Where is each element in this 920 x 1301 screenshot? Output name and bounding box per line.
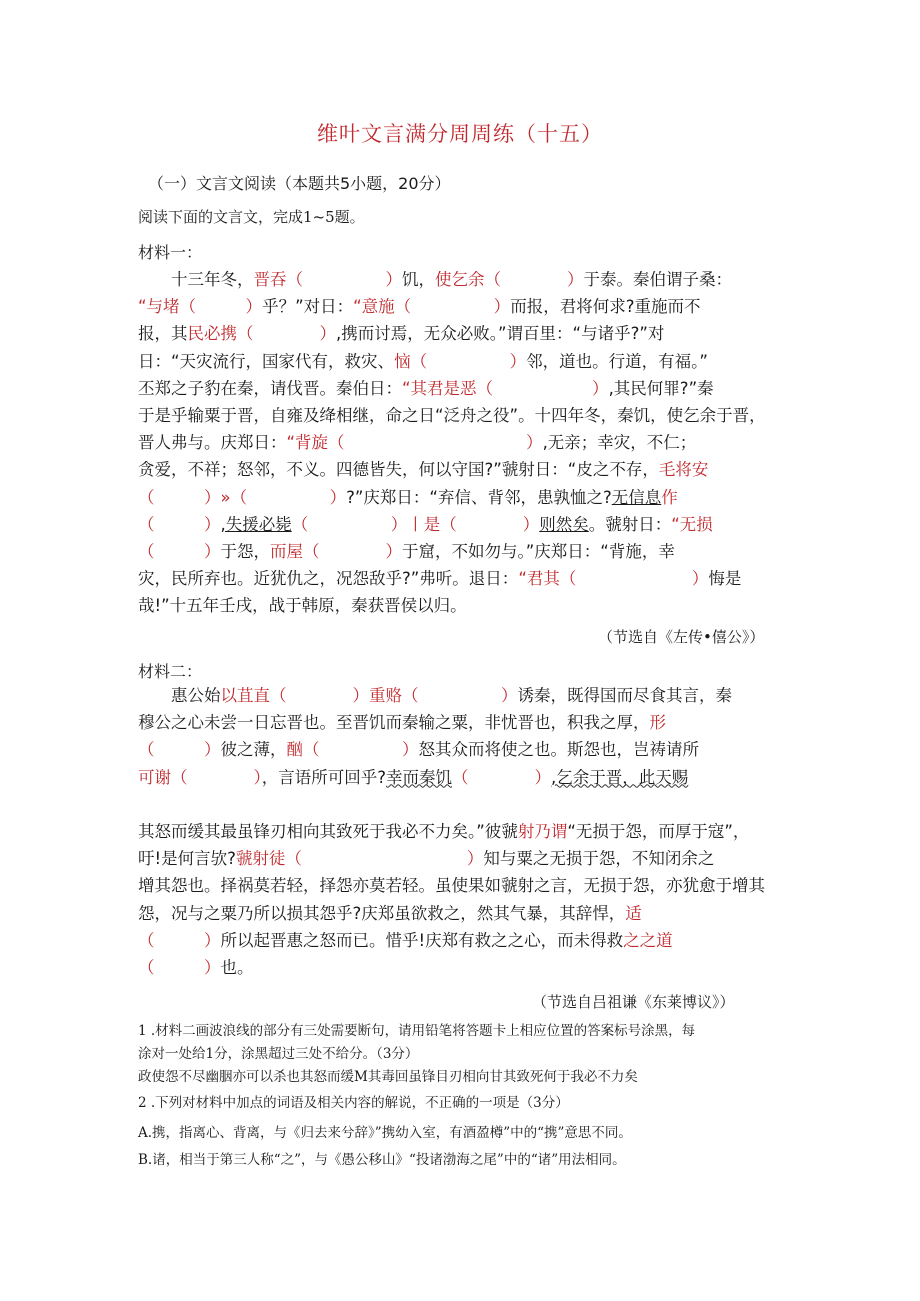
instruction-text: 阅读下面的文言文，完成1~5题。 bbox=[138, 208, 365, 226]
annotation-blank: 以苴直（ ） bbox=[220, 686, 369, 705]
text-segment: 邻，道也。行道，有福。” bbox=[526, 351, 708, 371]
material2-line bbox=[138, 765, 788, 791]
document-title: 维叶文言满分周周练（十五） bbox=[317, 122, 603, 146]
material2-line bbox=[138, 710, 788, 736]
material2-line bbox=[138, 683, 788, 709]
annotation-blank: “与堵（ ） bbox=[138, 297, 263, 317]
text-segment: 穆公之心未尝一日忘晋也。至晋饥而秦输之粟，非忧晋也，积我之厚， bbox=[138, 713, 650, 733]
material2-line bbox=[138, 873, 788, 899]
text-segment: ,乞余于晋，此天赐 bbox=[551, 767, 689, 787]
text-segment: ,失援必毙 bbox=[220, 514, 292, 534]
material2-line bbox=[138, 901, 788, 927]
material1-line bbox=[138, 294, 788, 320]
material2-label: 材料二： bbox=[138, 662, 203, 681]
text-segment: 日：“天灾流行，国家代有，救灾、 bbox=[138, 351, 395, 371]
annotation-blank: （ ） bbox=[138, 958, 221, 977]
text-segment: ，言语所可回乎? bbox=[261, 767, 387, 787]
annotation-blank: “背旋（ ） bbox=[286, 433, 543, 453]
annotation-blank: 可谢（ ） bbox=[138, 767, 262, 787]
text-segment: 。虢射日： bbox=[588, 514, 672, 534]
text-segment: 诱秦，既得国而尽食其言，秦 bbox=[517, 686, 732, 705]
material2-line bbox=[138, 955, 788, 981]
annotation-blank: “无损 bbox=[671, 514, 713, 534]
text-segment: 怒其众而将使之也。斯怨也，岂祷请所 bbox=[418, 740, 699, 760]
annotation-blank: “意施（ ） bbox=[353, 297, 511, 317]
text-segment: 增其怨也。择祸莫若轻，择怨亦莫若轻。虽使果如虢射之言，无损于怨，亦犹愈于增其 bbox=[138, 876, 765, 896]
annotation-blank: 形 bbox=[649, 713, 666, 733]
annotation-blank: （ ） bbox=[452, 767, 552, 787]
annotation-blank: “其君是恶（ ） bbox=[402, 378, 609, 398]
annotation-blank: 丨是（ ） bbox=[407, 514, 540, 534]
text-segment: 吁!是何言欤? bbox=[138, 849, 236, 869]
annotation-blank: 虢射徒（ ） bbox=[235, 849, 484, 869]
material2-line bbox=[138, 792, 788, 818]
material1-line bbox=[138, 457, 788, 483]
text-segment: 知与粟之无损于怨，不知闭余之 bbox=[483, 849, 715, 869]
material1-line bbox=[138, 566, 788, 592]
annotation-blank: （ ） bbox=[138, 514, 221, 534]
question-line: B.诸，相当于第三人称“之”，与《愚公移山》“投诸渤海之尾”中的“诸”用法相同。 bbox=[138, 1152, 626, 1168]
text-segment: 而报，君将何求?重施而不 bbox=[510, 297, 701, 317]
annotation-blank: 酗（ ） bbox=[286, 740, 419, 760]
material2-line bbox=[138, 928, 788, 954]
annotation-blank: 之之道 bbox=[623, 930, 673, 950]
material1-line bbox=[138, 485, 788, 511]
annotation-blank: 恼（ ） bbox=[394, 351, 527, 371]
text-segment: “无损于怨，而厚于寇”， bbox=[567, 822, 750, 841]
text-segment: 灾，民所弃也。近犹仇之，况怨敌乎?”弗听。退日： bbox=[138, 569, 519, 589]
annotation-blank: 晋吞（ ） bbox=[253, 270, 402, 289]
material1-line bbox=[138, 430, 788, 456]
annotation-blank: 而屋（ ） bbox=[270, 542, 402, 561]
material2-source: （节选自吕祖谦《东莱博议》） bbox=[532, 993, 735, 1011]
question-line: 涂对一处给1分，涂黑超过三处不给分。（3分） bbox=[138, 1046, 419, 1062]
text-segment: 则然矣 bbox=[539, 514, 589, 534]
material2-line bbox=[138, 846, 788, 872]
text-segment: ,无亲；幸灾，不仁； bbox=[542, 433, 697, 453]
section-heading: （一）文言文阅读（本题共5小题，20分） bbox=[148, 174, 451, 193]
annotation-blank: （ ） bbox=[138, 542, 221, 561]
text-segment: 惠公始 bbox=[138, 686, 221, 705]
text-segment: ,其民何罪?”秦 bbox=[608, 378, 714, 398]
material1-line bbox=[138, 512, 788, 538]
question-line: A.携，指离心、背离，与《归去来兮辞》”携幼入室，有酒盈樽”中的“携”意思不同。 bbox=[138, 1125, 632, 1141]
annotation-blank: 射乃谓 bbox=[517, 822, 568, 841]
annotation-blank: 毛将安 bbox=[658, 460, 709, 480]
annotation-blank: 民必携（ ） bbox=[187, 324, 336, 344]
annotation-blank: “君其（ ） bbox=[518, 569, 709, 589]
question-line: 2 .下列对材料中加点的词语及相关内容的解说，不正确的一项是（3分） bbox=[138, 1095, 569, 1111]
text-segment: 无信息 bbox=[611, 487, 662, 507]
material2-line bbox=[138, 819, 788, 845]
text-segment: 所以起晋惠之怒而已。惜乎!庆郑有救之之心，而未得救 bbox=[220, 930, 624, 950]
material1-line bbox=[138, 593, 788, 619]
material1-line bbox=[138, 267, 788, 293]
material1-line bbox=[138, 321, 788, 347]
text-segment: 怨，况与之粟乃所以损其怨乎?庆郑虽欲救之，然其气暴，其辞悍， bbox=[138, 903, 626, 923]
annotation-blank: （ ） bbox=[291, 514, 408, 534]
material1-label: 材料一： bbox=[138, 243, 203, 262]
material2-line bbox=[138, 737, 788, 763]
annotation-blank: （ ） bbox=[138, 930, 221, 950]
material1-line bbox=[138, 403, 788, 429]
annotation-blank: 使乞余（ ） bbox=[435, 270, 584, 289]
text-segment: 报，其 bbox=[138, 324, 188, 344]
text-segment: 彼之薄， bbox=[220, 740, 287, 760]
text-segment: 饥， bbox=[402, 270, 435, 289]
material1-line bbox=[138, 349, 788, 375]
question-line: 政使怨不尽幽胭亦可以杀也其怒而缓M其毒回虽锋目刃相向甘其致死何于我必不力矣 bbox=[138, 1069, 638, 1085]
material1-source: （节选自《左传•僖公》） bbox=[598, 628, 765, 646]
annotation-blank: 作 bbox=[661, 487, 678, 507]
text-segment: 十三年冬， bbox=[138, 270, 254, 289]
text-segment: 于窟，不如勿与。”庆郑日：“背施，幸 bbox=[402, 542, 675, 561]
text-segment: 于怨， bbox=[220, 542, 270, 561]
material1-line bbox=[138, 376, 788, 402]
annotation-blank: （ ）»（ ） bbox=[138, 487, 347, 507]
text-segment: 丕郑之子豹在秦，请伐晋。秦伯日： bbox=[138, 378, 402, 398]
text-segment: 晋人弗与。庆郑日： bbox=[138, 433, 287, 453]
annotation-blank: （ ） bbox=[138, 740, 221, 760]
text-segment: 也。 bbox=[220, 958, 254, 977]
text-segment: 其怒而缓其最虽锋刃相向其致死于我必不力矣。”彼虢 bbox=[138, 822, 518, 841]
text-segment: ?”庆郑日：“弃信、背邻，患孰恤之? bbox=[346, 487, 612, 507]
text-segment: 于泰。秦伯谓子桑： bbox=[583, 270, 732, 289]
material1-line bbox=[138, 539, 788, 565]
annotation-blank: 适 bbox=[625, 903, 642, 923]
text-segment: 幸而秦饥 bbox=[386, 767, 453, 787]
text-segment: 悔是 bbox=[708, 569, 742, 589]
text-segment: 贪爱，不祥；怒邻，不义。四德皆失，何以守国?”虢射日：“皮之不存， bbox=[138, 460, 659, 480]
text-segment: ,携而讨焉，无众必败。”谓百里：“与诸乎?”对 bbox=[336, 324, 665, 344]
text-segment: 乎？”对日： bbox=[262, 297, 354, 317]
question-line: 1 .材料二画波浪线的部分有三处需要断句，请用铅笔将答题卡上相应位置的答案标号涂黑，每 bbox=[138, 1023, 696, 1039]
text-segment: 于是乎输粟于晋，自雍及绛相继，命之日“泛舟之役”。十四年冬，秦饥，使乞余于晋， bbox=[138, 406, 766, 425]
text-segment: 哉!”十五年壬戌，战于韩原，秦获晋侯以归。 bbox=[138, 596, 467, 616]
annotation-blank: 重赂（ ） bbox=[369, 686, 518, 705]
